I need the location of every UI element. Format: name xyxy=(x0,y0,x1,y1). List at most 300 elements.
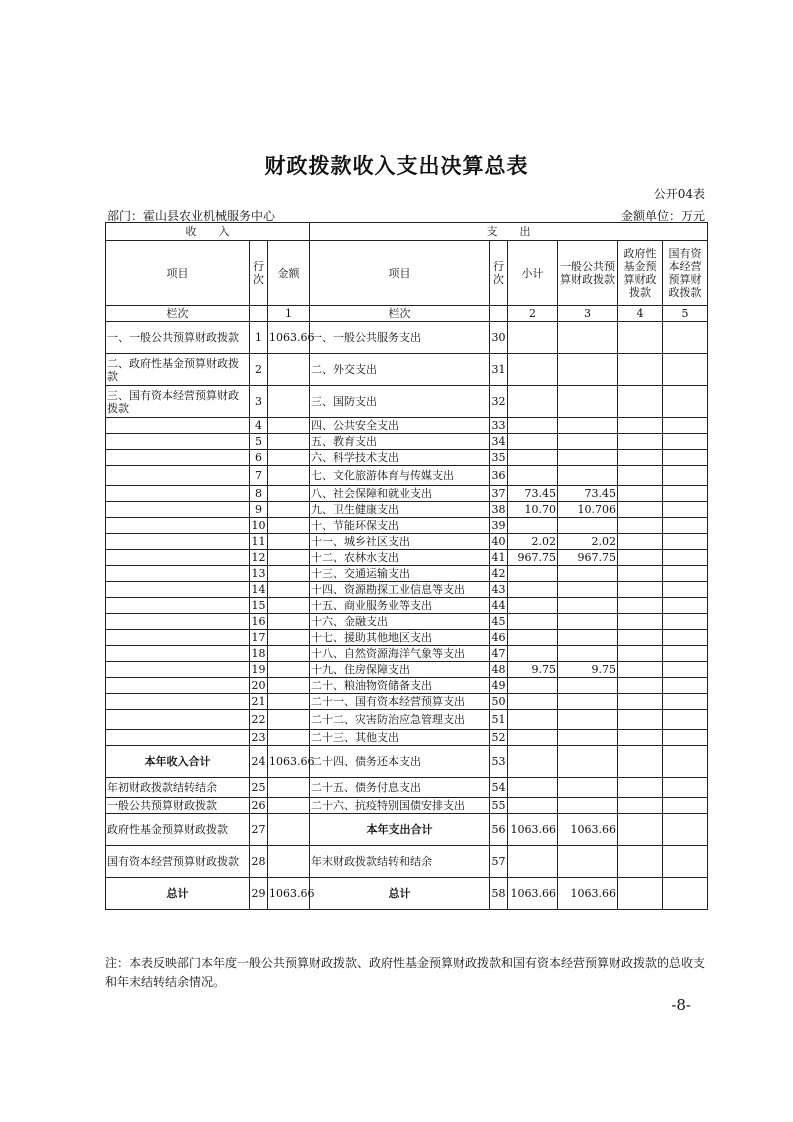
expense-item-cell: 十六、金融支出 xyxy=(310,614,490,630)
expense-row-no-cell: 48 xyxy=(491,663,506,676)
income-amount-cell xyxy=(268,814,310,846)
table-row xyxy=(106,418,708,434)
income-amount-cell: 1063.66 xyxy=(268,746,310,778)
table-row xyxy=(106,486,708,502)
income-amount-cell xyxy=(268,502,310,518)
general-budget-cell xyxy=(558,710,618,730)
table-row xyxy=(106,662,708,678)
income-amount-cell xyxy=(268,730,310,746)
income-amount-cell xyxy=(268,386,310,418)
state-capital-cell xyxy=(663,466,708,486)
gov-fund-cell xyxy=(618,566,663,582)
expense-item-cell: 二十二、灾害防治应急管理支出 xyxy=(310,710,490,730)
expense-item-cell: 四、公共安全支出 xyxy=(310,418,490,434)
general-budget-cell xyxy=(558,746,618,778)
gov-fund-cell xyxy=(618,614,663,630)
column-number: 3 xyxy=(558,306,618,322)
general-budget-header: 一般公共预算财政拨款 xyxy=(558,241,618,306)
income-row-no-cell: 23 xyxy=(251,731,266,744)
table-row xyxy=(106,550,708,566)
gov-fund-cell xyxy=(618,354,663,386)
subtotal-cell xyxy=(508,846,558,878)
gov-fund-cell xyxy=(618,322,663,354)
subtotal-cell xyxy=(508,646,558,662)
income-amount-cell xyxy=(268,582,310,598)
column-label: 栏次 xyxy=(106,306,250,322)
state-capital-cell xyxy=(663,662,708,678)
state-capital-header: 国有资本经营预算财政拨款 xyxy=(663,241,708,306)
income-row-no-cell: 11 xyxy=(251,535,266,548)
expense-row-no-cell: 36 xyxy=(490,466,508,486)
subtotal-header: 小计 xyxy=(508,241,558,306)
income-item-cell: 本年收入合计 xyxy=(106,746,250,778)
state-capital-cell xyxy=(663,630,708,646)
expense-item-cell: 十九、住房保障支出 xyxy=(310,662,490,678)
gov-fund-cell xyxy=(618,434,663,450)
expense-row-no-cell: 45 xyxy=(491,615,506,628)
state-capital-cell xyxy=(663,746,708,778)
general-budget-cell: 9.75 xyxy=(558,662,618,678)
income-row-no-cell: 24 xyxy=(250,746,268,778)
general-budget-cell xyxy=(558,614,618,630)
income-row-no-cell: 27 xyxy=(250,814,268,846)
expense-item-cell: 九、卫生健康支出 xyxy=(310,502,490,518)
gov-fund-cell xyxy=(618,582,663,598)
state-capital-cell xyxy=(663,566,708,582)
general-budget-cell: 1063.66 xyxy=(558,814,618,846)
income-amount-cell: 1063.66 xyxy=(268,878,310,910)
general-budget-cell xyxy=(558,322,618,354)
general-budget-cell xyxy=(558,678,618,694)
gov-fund-cell xyxy=(618,486,663,502)
subtotal-cell xyxy=(508,386,558,418)
state-capital-cell xyxy=(663,450,708,466)
income-item-cell xyxy=(106,418,250,434)
table-row xyxy=(106,694,708,710)
income-row-no-cell: 7 xyxy=(250,466,268,486)
general-budget-cell xyxy=(558,630,618,646)
general-budget-cell xyxy=(558,694,618,710)
state-capital-cell xyxy=(663,354,708,386)
income-row-no-cell: 29 xyxy=(250,878,268,910)
table-row xyxy=(106,598,708,614)
subtotal-cell: 10.70 xyxy=(508,502,558,518)
income-amount-cell xyxy=(268,778,310,798)
expense-row-no-cell: 37 xyxy=(491,487,506,500)
expense-row-no-cell: 32 xyxy=(490,386,508,418)
table-row xyxy=(106,466,708,486)
expense-item-cell: 六、科学技术支出 xyxy=(310,450,490,466)
gov-fund-cell xyxy=(618,518,663,534)
income-amount-cell xyxy=(268,678,310,694)
subtotal-cell: 9.75 xyxy=(508,662,558,678)
table-row xyxy=(106,450,708,466)
income-item-cell xyxy=(106,502,250,518)
general-budget-cell: 73.45 xyxy=(558,486,618,502)
income-item-cell xyxy=(106,598,250,614)
expense-item-cell: 二、外交支出 xyxy=(310,354,490,386)
expense-item-cell: 十七、援助其他地区支出 xyxy=(310,630,490,646)
income-item-cell: 政府性基金预算财政拨款 xyxy=(106,814,250,846)
subtotal-cell xyxy=(508,354,558,386)
income-row-no-cell: 19 xyxy=(251,663,266,676)
income-row-no-cell: 13 xyxy=(251,567,266,580)
income-amount-cell xyxy=(268,518,310,534)
gov-fund-cell xyxy=(618,662,663,678)
income-amount-cell xyxy=(268,598,310,614)
income-row-no-cell: 26 xyxy=(251,799,266,812)
column-number: 2 xyxy=(508,306,558,322)
general-budget-cell: 1063.66 xyxy=(558,878,618,910)
income-row-no-cell: 4 xyxy=(250,418,268,434)
income-item-cell xyxy=(106,582,250,598)
subtotal-cell: 1063.66 xyxy=(508,878,558,910)
income-row-no-cell: 20 xyxy=(251,679,266,692)
subtotal-cell: 967.75 xyxy=(508,550,558,566)
income-row-no-cell: 17 xyxy=(251,631,266,644)
state-capital-cell xyxy=(663,730,708,746)
subtotal-cell xyxy=(508,518,558,534)
income-item-cell xyxy=(106,694,250,710)
income-amount-cell xyxy=(268,846,310,878)
income-item-cell: 一、一般公共预算财政拨款 xyxy=(106,322,250,354)
income-item-cell xyxy=(106,614,250,630)
income-amount-cell: 1063.66 xyxy=(268,322,310,354)
income-item-cell xyxy=(106,434,250,450)
expense-row-no-cell: 50 xyxy=(491,695,506,708)
expense-item-cell: 二十一、国有资本经营预算支出 xyxy=(310,694,490,710)
income-row-no-cell: 25 xyxy=(250,778,268,798)
expense-item-cell: 十、节能环保支出 xyxy=(310,518,490,534)
expense-item-cell: 一、一般公共服务支出 xyxy=(310,322,490,354)
expense-row-no-cell: 34 xyxy=(491,435,506,448)
expense-row-no-cell: 31 xyxy=(490,354,508,386)
expense-row-no-cell: 55 xyxy=(491,799,506,812)
income-row-no-cell: 21 xyxy=(251,695,266,708)
subtotal-cell: 2.02 xyxy=(508,534,558,550)
gov-fund-cell xyxy=(618,846,663,878)
general-budget-cell xyxy=(558,386,618,418)
gov-fund-cell xyxy=(618,630,663,646)
general-budget-cell xyxy=(558,566,618,582)
expense-item-cell: 本年支出合计 xyxy=(310,814,490,846)
expense-item-header: 项目 xyxy=(310,241,490,306)
expense-item-cell: 十三、交通运输支出 xyxy=(310,566,490,582)
state-capital-cell xyxy=(663,518,708,534)
income-amount-cell xyxy=(268,466,310,486)
general-budget-cell xyxy=(558,798,618,814)
subtotal-cell xyxy=(508,678,558,694)
expense-row-no-cell: 46 xyxy=(491,631,506,644)
gov-fund-cell xyxy=(618,450,663,466)
general-budget-cell xyxy=(558,418,618,434)
subtotal-cell xyxy=(508,566,558,582)
expense-item-cell: 十一、城乡社区支出 xyxy=(310,534,490,550)
table-row xyxy=(106,846,708,878)
gov-fund-cell xyxy=(618,502,663,518)
income-item-cell: 国有资本经营预算财政拨款 xyxy=(106,846,250,878)
expense-row-no-cell: 56 xyxy=(490,814,508,846)
income-item-cell xyxy=(106,630,250,646)
expense-item-cell: 二十六、抗疫特别国债安排支出 xyxy=(310,798,490,814)
general-budget-cell xyxy=(558,450,618,466)
general-budget-cell: 967.75 xyxy=(558,550,618,566)
expense-row-no-cell: 51 xyxy=(490,710,508,730)
income-row-no-cell: 12 xyxy=(251,551,266,564)
expense-item-cell: 五、教育支出 xyxy=(310,434,490,450)
income-item-cell: 三、国有资本经营预算财政拨款 xyxy=(106,386,250,418)
expense-item-cell: 三、国防支出 xyxy=(310,386,490,418)
table-row xyxy=(106,354,708,386)
state-capital-cell xyxy=(663,878,708,910)
table-row xyxy=(106,678,708,694)
table-row xyxy=(106,534,708,550)
subtotal-cell xyxy=(508,778,558,798)
income-row-no-cell: 16 xyxy=(251,615,266,628)
table-row xyxy=(106,614,708,630)
subtotal-cell xyxy=(508,322,558,354)
income-header: 收 入 xyxy=(106,223,310,241)
table-row xyxy=(106,322,708,354)
general-budget-cell xyxy=(558,846,618,878)
income-amount-cell xyxy=(268,434,310,450)
expense-header: 支 出 xyxy=(310,223,708,241)
subtotal-cell xyxy=(508,582,558,598)
general-budget-cell xyxy=(558,598,618,614)
state-capital-cell xyxy=(663,678,708,694)
table-row xyxy=(106,386,708,418)
general-budget-cell xyxy=(558,518,618,534)
income-item-cell xyxy=(106,518,250,534)
expense-item-cell: 二十四、债务还本支出 xyxy=(310,746,490,778)
subtotal-cell xyxy=(508,614,558,630)
income-row-no-cell: 28 xyxy=(250,846,268,878)
state-capital-cell xyxy=(663,798,708,814)
gov-fund-cell xyxy=(618,814,663,846)
income-row-no-cell: 10 xyxy=(251,519,266,532)
general-budget-cell xyxy=(558,466,618,486)
expense-item-cell: 八、社会保障和就业支出 xyxy=(310,486,490,502)
general-budget-cell xyxy=(558,730,618,746)
expense-item-cell: 十四、资源勘探工业信息等支出 xyxy=(310,582,490,598)
income-amount-cell xyxy=(268,354,310,386)
column-number: 1 xyxy=(268,306,310,322)
state-capital-cell xyxy=(663,502,708,518)
income-row-no-cell: 3 xyxy=(250,386,268,418)
income-row-no-cell: 22 xyxy=(250,710,268,730)
table-row xyxy=(106,730,708,746)
table-row xyxy=(106,518,708,534)
subtotal-cell xyxy=(508,746,558,778)
expense-row-no-header: 行次 xyxy=(490,241,508,306)
department-label: 部门：霍山县农业机械服务中心 xyxy=(107,209,276,223)
table-row xyxy=(106,630,708,646)
state-capital-cell xyxy=(663,434,708,450)
general-budget-cell xyxy=(558,354,618,386)
state-capital-cell xyxy=(663,614,708,630)
gov-fund-cell xyxy=(618,550,663,566)
income-amount-cell xyxy=(268,630,310,646)
expense-item-cell: 七、文化旅游体育与传媒支出 xyxy=(310,466,490,486)
state-capital-cell xyxy=(663,710,708,730)
state-capital-cell xyxy=(663,598,708,614)
income-row-no-cell: 2 xyxy=(250,354,268,386)
gov-fund-cell xyxy=(618,418,663,434)
expense-row-no-cell: 54 xyxy=(490,778,508,798)
gov-fund-cell xyxy=(618,534,663,550)
income-amount-cell xyxy=(268,614,310,630)
gov-fund-cell xyxy=(618,746,663,778)
gov-fund-cell xyxy=(618,386,663,418)
income-item-cell: 二、政府性基金预算财政拨款 xyxy=(106,354,250,386)
state-capital-cell xyxy=(663,550,708,566)
state-capital-cell xyxy=(663,322,708,354)
income-amount-cell xyxy=(268,486,310,502)
expense-row-no-cell: 40 xyxy=(491,535,506,548)
general-budget-cell xyxy=(558,582,618,598)
expense-row-no-cell: 44 xyxy=(491,599,506,612)
expense-row-no-cell: 43 xyxy=(491,583,506,596)
gov-fund-cell xyxy=(618,646,663,662)
expense-row-no-cell: 49 xyxy=(491,679,506,692)
subtotal-cell xyxy=(508,630,558,646)
footnote: 注：本表反映部门本年度一般公共预算财政拨款、政府性基金预算财政拨款和国有资本经营预算财政拨款的总收支和年末结转结余情况。 xyxy=(105,956,706,989)
income-row-no-cell: 14 xyxy=(251,583,266,596)
table-row xyxy=(106,798,708,814)
expense-row-no-cell: 33 xyxy=(491,419,506,432)
table-row xyxy=(106,566,708,582)
gov-fund-cell xyxy=(618,466,663,486)
expense-row-no-cell: 38 xyxy=(491,503,506,516)
state-capital-cell xyxy=(663,814,708,846)
table-row xyxy=(106,746,708,778)
income-item-cell: 一般公共预算财政拨款 xyxy=(106,798,250,814)
expense-item-cell: 十八、自然资源海洋气象等支出 xyxy=(310,646,490,662)
income-row-no-cell: 5 xyxy=(250,434,268,450)
table-row xyxy=(106,814,708,846)
general-budget-cell: 10.706 xyxy=(558,502,618,518)
gov-fund-cell xyxy=(618,878,663,910)
income-row-no-cell: 8 xyxy=(250,486,268,502)
expense-row-no-cell: 35 xyxy=(491,451,506,464)
expense-item-cell: 十五、商业服务业等支出 xyxy=(310,598,490,614)
gov-fund-header: 政府性基金预算财政拨款 xyxy=(618,241,663,306)
column-number: 5 xyxy=(663,306,708,322)
table-row xyxy=(106,646,708,662)
subtotal-cell: 73.45 xyxy=(508,486,558,502)
income-item-cell xyxy=(106,466,250,486)
table-row xyxy=(106,710,708,730)
table-row xyxy=(106,878,708,910)
expense-item-cell: 二十三、其他支出 xyxy=(310,730,490,746)
expense-row-no-cell: 42 xyxy=(491,567,506,580)
income-item-cell xyxy=(106,486,250,502)
expense-row-no-cell: 58 xyxy=(490,878,508,910)
expense-item-cell: 二十五、债务付息支出 xyxy=(310,778,490,798)
state-capital-cell xyxy=(663,534,708,550)
income-item-cell xyxy=(106,662,250,678)
income-amount-cell xyxy=(268,450,310,466)
subtotal-cell xyxy=(508,450,558,466)
income-item-cell xyxy=(106,550,250,566)
gov-fund-cell xyxy=(618,778,663,798)
expense-item-cell: 年末财政拨款结转和结余 xyxy=(310,846,490,878)
expense-item-cell: 二十、粮油物资储备支出 xyxy=(310,678,490,694)
subtotal-cell xyxy=(508,710,558,730)
expense-row-no-cell: 47 xyxy=(491,647,506,660)
income-amount-cell xyxy=(268,534,310,550)
income-item-cell: 总计 xyxy=(106,878,250,910)
gov-fund-cell xyxy=(618,730,663,746)
income-item-cell xyxy=(106,566,250,582)
budget-summary-table xyxy=(105,222,708,910)
income-item-cell xyxy=(106,710,250,730)
income-row-no-cell: 1 xyxy=(250,322,268,354)
subtotal-cell xyxy=(508,418,558,434)
income-item-cell xyxy=(106,450,250,466)
income-item-cell xyxy=(106,730,250,746)
subtotal-cell: 1063.66 xyxy=(508,814,558,846)
income-amount-header: 金额 xyxy=(268,241,310,306)
state-capital-cell xyxy=(663,582,708,598)
subtotal-cell xyxy=(508,466,558,486)
expense-item-cell: 总计 xyxy=(310,878,490,910)
gov-fund-cell xyxy=(618,598,663,614)
gov-fund-cell xyxy=(618,678,663,694)
subtotal-cell xyxy=(508,730,558,746)
general-budget-cell: 2.02 xyxy=(558,534,618,550)
income-row-no-cell: 15 xyxy=(251,599,266,612)
income-amount-cell xyxy=(268,418,310,434)
income-amount-cell xyxy=(268,710,310,730)
income-amount-cell xyxy=(268,646,310,662)
expense-row-no-cell: 41 xyxy=(491,551,506,564)
income-item-cell: 年初财政拨款结转结余 xyxy=(106,778,250,798)
column-number: 4 xyxy=(618,306,663,322)
income-amount-cell xyxy=(268,550,310,566)
state-capital-cell xyxy=(663,778,708,798)
gov-fund-cell xyxy=(618,694,663,710)
subtotal-cell xyxy=(508,434,558,450)
income-amount-cell xyxy=(268,662,310,678)
income-amount-cell xyxy=(268,798,310,814)
column-label: 栏次 xyxy=(310,306,490,322)
income-item-cell xyxy=(106,646,250,662)
page-number: -8- xyxy=(671,996,691,1014)
table-row xyxy=(106,434,708,450)
income-row-no-cell: 9 xyxy=(250,502,268,518)
state-capital-cell xyxy=(663,646,708,662)
income-item-header: 项目 xyxy=(106,241,250,306)
general-budget-cell xyxy=(558,646,618,662)
income-item-cell xyxy=(106,534,250,550)
expense-row-no-cell: 30 xyxy=(490,322,508,354)
income-item-cell xyxy=(106,678,250,694)
income-row-no-cell: 18 xyxy=(251,647,266,660)
expense-row-no-cell: 39 xyxy=(491,519,506,532)
state-capital-cell xyxy=(663,418,708,434)
general-budget-cell xyxy=(558,778,618,798)
state-capital-cell xyxy=(663,386,708,418)
state-capital-cell xyxy=(663,846,708,878)
table-row xyxy=(106,778,708,798)
subtotal-cell xyxy=(508,798,558,814)
expense-row-no-cell: 52 xyxy=(491,731,506,744)
unit-label: 金额单位：万元 xyxy=(620,209,705,223)
income-row-no-cell: 6 xyxy=(250,450,268,466)
expense-row-no-cell: 57 xyxy=(490,846,508,878)
table-row xyxy=(106,582,708,598)
